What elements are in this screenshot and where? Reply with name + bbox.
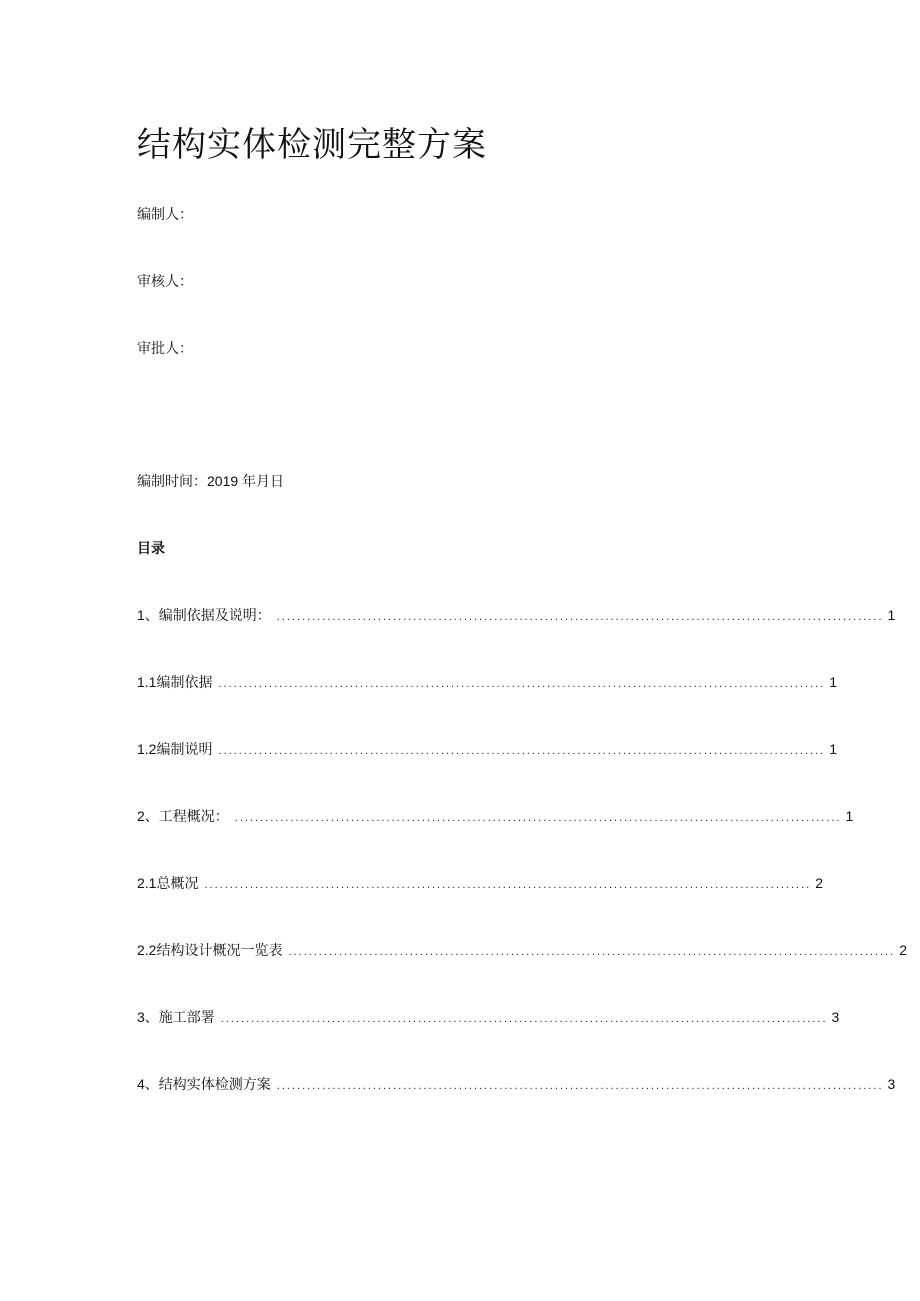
toc-leader-dots: ........................................................................................................................ <box>218 745 826 757</box>
toc-entry-page: 1 <box>887 607 896 623</box>
toc-heading: 目录 <box>137 540 165 556</box>
toc-entry[interactable] <box>137 1007 840 1027</box>
toc-entry-label: 编制依据 <box>156 674 213 690</box>
toc-entry[interactable] <box>137 940 908 960</box>
compiler-label: 编制人： <box>137 206 193 222</box>
reviewer-label: 审核人： <box>137 273 193 289</box>
toc-entry-label: 4、结构实体检测方案 <box>137 1076 271 1092</box>
toc-entry-page: 2 <box>899 942 908 958</box>
toc-entry-label: 3、施工部署 <box>137 1009 215 1025</box>
toc-leader-dots: ........................................................................................................................ <box>288 946 896 958</box>
document-title: 结构实体检测完整方案 <box>137 127 487 164</box>
toc-entry-number: 1.1 <box>137 674 157 690</box>
toc-entry-page: 3 <box>887 1076 896 1092</box>
toc-entry-number: 1.2 <box>137 741 157 757</box>
toc-leader-dots: ........................................................................................................................ <box>204 879 812 891</box>
toc-entry-page: 2 <box>815 875 824 891</box>
toc-entry[interactable] <box>137 1074 896 1094</box>
toc-entry[interactable] <box>137 672 838 692</box>
approver-label: 审批人： <box>137 340 193 356</box>
toc-entry[interactable] <box>137 806 854 826</box>
toc-entry[interactable] <box>137 873 824 893</box>
toc-leader-dots: ........................................................................................................................ <box>276 611 884 623</box>
toc-leader-dots: ........................................................................................................................ <box>234 812 842 824</box>
toc-entry-page: 1 <box>829 741 838 757</box>
toc-leader-dots: ........................................................................................................................ <box>220 1013 828 1025</box>
toc-entry[interactable] <box>137 739 838 759</box>
toc-entry[interactable] <box>137 605 896 625</box>
toc-entry-page: 1 <box>845 808 854 824</box>
toc-entry-label: 2、工程概况： <box>137 808 229 824</box>
toc-entry-number: 2.1 <box>137 875 157 891</box>
toc-leader-dots: ........................................................................................................................ <box>276 1080 884 1092</box>
toc-entry-label: 1、编制依据及说明： <box>137 607 271 623</box>
toc-entry-number: 2.2 <box>137 942 157 958</box>
toc-entry-page: 3 <box>831 1009 840 1025</box>
toc-leader-dots: ........................................................................................................................ <box>218 678 826 690</box>
toc-entry-page: 1 <box>829 674 838 690</box>
compile-date: 编制时间：2019 年月日 <box>137 473 285 489</box>
toc-entry-label: 编制说明 <box>156 741 213 757</box>
toc-entry-label: 结构设计概况一览表 <box>156 942 283 958</box>
toc-entry-label: 总概况 <box>156 875 199 891</box>
